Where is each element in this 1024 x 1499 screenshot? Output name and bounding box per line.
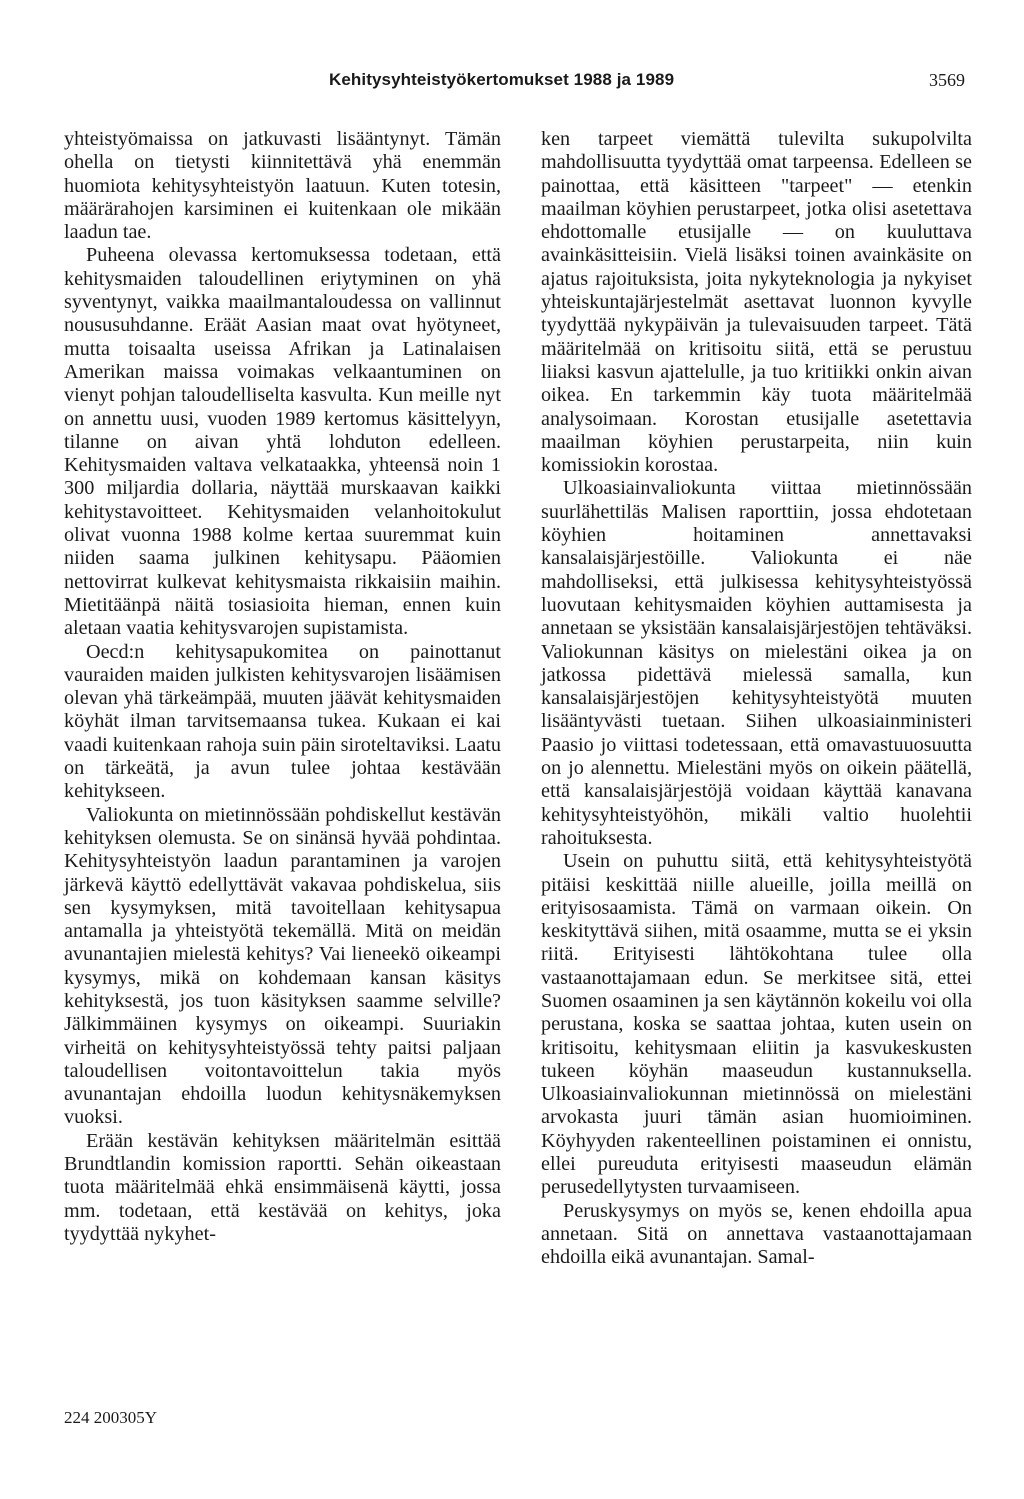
running-title: Kehitysyhteistyökertomukset 1988 ja 1989 — [329, 70, 675, 89]
page-number: 3569 — [929, 70, 965, 90]
paragraph: ken tarpeet viemättä tulevilta sukupolvilta mahdollisuutta tyydyttää omat tarpeensa. Edelleen se painottaa, että käsitteen "tarpeet" — etenkin maailman köyhien perustarpeet, jotka olisi asetettava ehdottomalle etusijalle — on kuuluttava avainkäsitteisiin. Vielä lisäksi toinen avainkäsite on ajatus rajoituksista, joita nykyteknologia ja nykyiset yhteiskuntajärjestelmät asettavat luonnon kyvylle tyydyttää nykypäivän ja tulevaisuuden tarpeet. Tätä määritelmää on kritisoitu siitä, että se perustuu liiaksi kasvun ajattelulle, ja tuo kritiikki onkin aivan oikea. En tarkemmin käy tuota määritelmää analysoimaan. Korostan etusijalle asetettavia maailman köyhien perustarpeita, niin kuin komissiokin korostaa. — [541, 128, 972, 477]
paragraph: Peruskysymys on myös se, kenen ehdoilla apua annetaan. Sitä on annettava vastaanottajamaan ehdoilla eikä avunantajan. Samal- — [541, 1199, 972, 1269]
paragraph: yhteistyömaissa on jatkuvasti lisääntynyt. Tämän ohella on tietysti kiinnitettävä yhä enemmän huomiota kehitysyhteistyön laatuun. Kuten totesin, määrärahojen karsiminen ei kuitenkaan ole mikään laadun tae. — [64, 128, 501, 244]
right-column — [541, 128, 972, 1270]
paragraph: Ulkoasiainvaliokunta viittaa mietinnössään suurlähettiläs Malisen raporttiin, jossa ehdotetaan köyhien hoitaminen annettavaksi kansalaisjärjestöille. Valiokunta ei näe mahdolliseksi, että julkisessa kehitysyhteistyössä luovutaan kehitysmaiden köyhien auttamisesta ja annetaan se yksistään kansalaisjärjestöjen tehtäväksi. Valiokunnan käsitys on mielestäni oikea ja on jatkossa pidettävä mielessä samalla, kun kansalaisjärjestöjen kehitysyhteistyötä muuten lisääntyvästi tuetaan. Siihen ulkoasiainministeri Paasio jo viittasi todetessaan, että omavastuuosuutta on jo alennettu. Mielestäni myös on oikein päätellä, että kansalaisjärjestöjä voidaan käyttää kanavana kehitysyhteistyöhön, mikäli valtio huolehtii rahoituksesta. — [541, 477, 972, 849]
paragraph: Usein on puhuttu siitä, että kehitysyhteistyötä pitäisi keskittää niille alueille, joilla meillä on erityisosaamista. Tämä on varmaan oikein. On keskityttävä siihen, mitä osaamme, mutta se ei yksin riitä. Erityisesti lähtökohtana tulee olla vastaanottajamaan edun. Se merkitsee sitä, ettei Suomen osaaminen ja sen käytännön kokeilu voi olla perustana, koska se saattaa johtaa, kuten usein on kritisoitu, kehitysmaan eliitin ja kasvukeskusten tukeen köyhän maaseudun kustannuksella. Ulkoasiainvaliokunnan mietinnössä on mielestäni arvokasta juuri tämän asian huomioiminen. Köyhyyden rakenteellinen poistaminen ei onnistu, ellei pureuduta erityisesti maaseudun elämän perusedellytysten turvaamiseen. — [541, 850, 972, 1199]
paragraph: Puheena olevassa kertomuksessa todetaan, että kehitysmaiden taloudellinen eriytyminen on yhä syventynyt, vaikka maailmantaloudessa on vallinnut noususuhdanne. Eräät Aasian maat ovat hyötyneet, mutta toisaalta useissa Afrikan ja Latinalaisen Amerikan maissa voimakas velkaantuminen on vienyt pohjan taloudelliselta kasvulta. Kun meille nyt on annettu uusi, vuoden 1989 kertomus käsittelyyn, tilanne on aivan yhtä lohduton edelleen. Kehitysmaiden valtava velkataakka, yhteensä noin 1 300 miljardia dollaria, näyttää murskaavan kaikki kehitystavoitteet. Kehitysmaiden velanhoitokulut olivat vuonna 1988 kolme kertaa suuremmat kuin niiden saama julkinen kehitysapu. Pääomien nettovirrat kulkevat kehitysmaista rikkaisiin maihin. Mietitäänpä näitä tosiasioita hieman, ennen kuin aletaan vaatia kehitysvarojen supistamista. — [64, 244, 501, 640]
paragraph: Valiokunta on mietinnössään pohdiskellut kestävän kehityksen olemusta. Se on sinänsä hyvää pohdintaa. Kehitysyhteistyön laadun parantaminen ja varojen järkevä käyttö edellyttävät vakavaa pohdiskelua, siis sen kysymyksen, mitä tavoitellaan kehitysapua antamalla ja yhteistyötä tekemällä. Mitä on meidän avunantajien mielestä kehitys? Vai lieneekö oikeampi kysymys, mikä on kohdemaan kansan käsitys kehityksestä, jos tuon käsityksen saamme selville? Jälkimmäinen kysymys on oikeampi. Suuriakin virheitä on kehitysyhteistyössä tehty paitsi paljaan taloudellisen voitontavoittelun takia myös avunantajan ehdoilla luodun kehitysnäkemyksen vuoksi. — [64, 803, 501, 1129]
left-column — [64, 128, 501, 1246]
paragraph: Erään kestävän kehityksen määritelmän esittää Brundtlandin komission raportti. Sehän oikeastaan tuota määritelmää ehkä ensimmäisenä käytti, jossa mm. todetaan, että kestävää on kehitys, joka tyydyttää nykyhet- — [64, 1129, 501, 1245]
page-header — [0, 70, 1024, 100]
footer-code: 224 200305Y — [64, 1408, 158, 1427]
paragraph: Oecd:n kehitysapukomitea on painottanut vauraiden maiden julkisten kehitysvarojen lisäämisen olevan yhä tärkeämpää, muuten jäävät kehitysmaiden köyhät ilman tarvitsemaansa tukea. Kukaan ei kai vaadi kuitenkaan rahoja suin päin siroteltaviksi. Laatu on tärkeätä, ja avun tulee johtaa kestävään kehitykseen. — [64, 640, 501, 803]
